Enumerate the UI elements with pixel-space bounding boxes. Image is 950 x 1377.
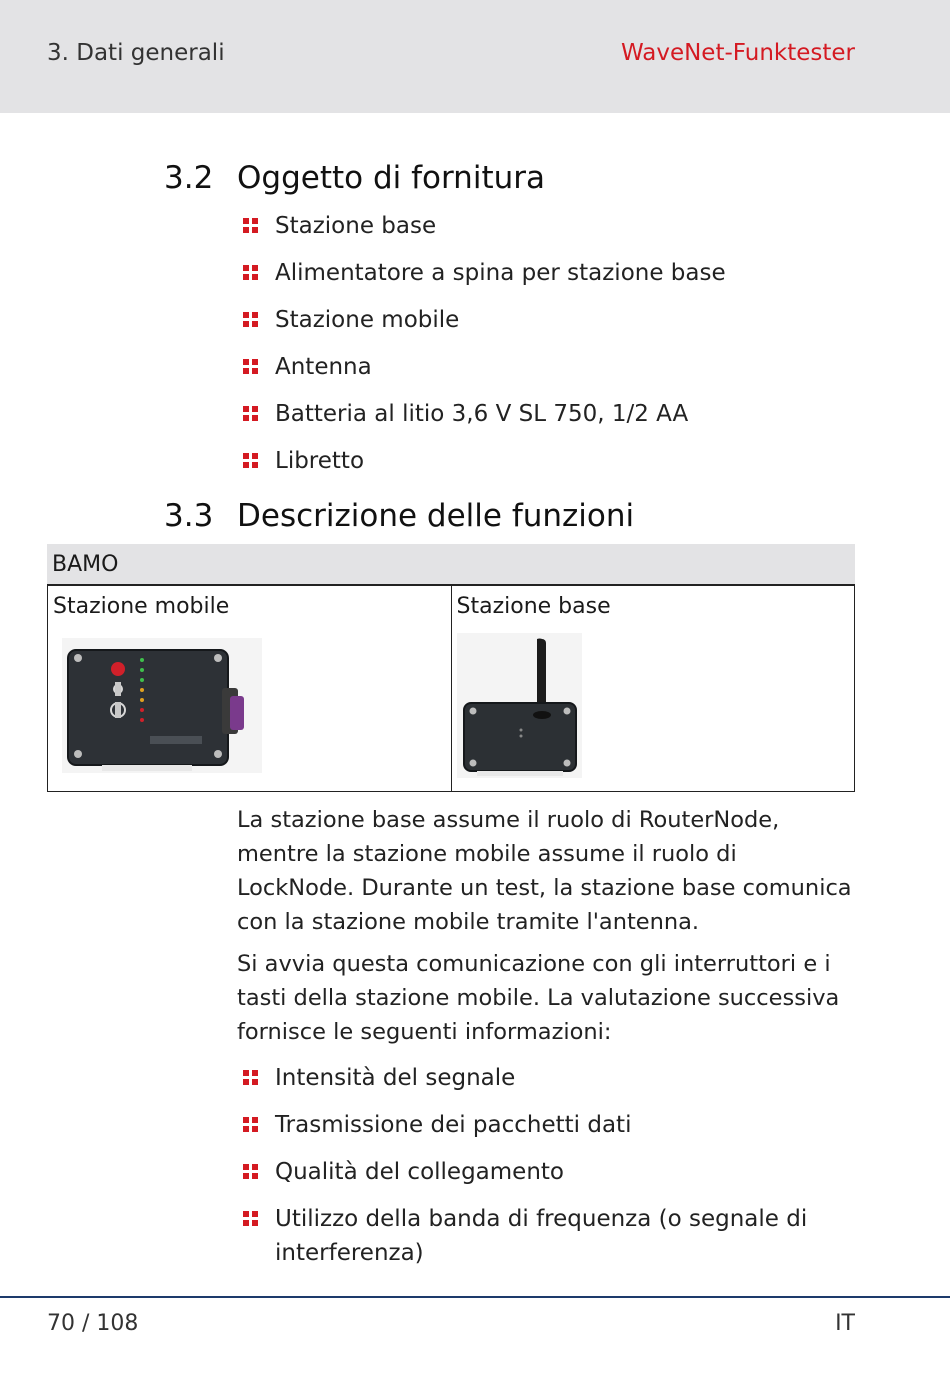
base-station-cell: [451, 586, 855, 791]
section-number: 3.2: [164, 160, 214, 196]
description-paragraph-2: Si avvia questa comunicazione con gli interruttori e i tasti della stazione mobile. La valutazione successiva fornisce le seguenti informazioni:: [237, 951, 840, 1045]
table-row: [47, 586, 855, 792]
list-item: Qualità del collegamento: [243, 1155, 823, 1189]
list-item: Utilizzo della banda di frequenza (o segnale di interferenza): [243, 1202, 823, 1270]
bullet-icon: [243, 218, 259, 234]
bullet-icon: [243, 453, 259, 469]
page-number: 70 / 108: [47, 1311, 139, 1336]
bullet-icon: [243, 312, 259, 328]
bullet-icon: [243, 265, 259, 281]
list-item: Stazione base: [243, 209, 726, 243]
list-item: Intensità del segnale: [243, 1061, 823, 1095]
device-table: [47, 544, 855, 792]
bullet-icon: [243, 1070, 259, 1086]
bullet-icon: [243, 1117, 259, 1133]
information-list: [243, 1061, 823, 1283]
language-code: IT: [835, 1311, 855, 1336]
product-name: WaveNet-Funktester: [620, 40, 855, 66]
list-item: Libretto: [243, 444, 726, 478]
mobile-station-label: Stazione mobile: [53, 594, 230, 619]
chapter-title: 3. Dati generali: [47, 40, 225, 66]
list-item: Antenna: [243, 350, 726, 384]
base-station-photo: [457, 633, 582, 778]
delivery-list: [243, 209, 726, 491]
list-item: Alimentatore a spina per stazione base: [243, 256, 726, 290]
bullet-icon: [243, 406, 259, 422]
mobile-station-cell: [48, 586, 451, 791]
mobile-station-photo: [62, 638, 262, 773]
base-station-label: Stazione base: [456, 594, 611, 619]
section-title: Descrizione delle funzioni: [237, 498, 635, 534]
bullet-icon: [243, 1164, 259, 1180]
bullet-icon: [243, 1211, 259, 1227]
bullet-icon: [243, 359, 259, 375]
list-item: Batteria al litio 3,6 V SL 750, 1/2 AA: [243, 397, 726, 431]
section-heading-3-2: [164, 160, 545, 196]
page-header: [0, 0, 950, 113]
list-item: Trasmissione dei pacchetti dati: [243, 1108, 823, 1142]
table-header: BAMO: [47, 544, 855, 586]
footer-divider: [0, 1296, 950, 1298]
description-paragraph-1: La stazione base assume il ruolo di RouterNode, mentre la stazione mobile assume il ruolo di LockNode. Durante un test, la stazione base comunica con la stazione mobile tramite l'antenna.: [237, 807, 852, 935]
section-title: Oggetto di fornitura: [237, 160, 545, 196]
list-item: Stazione mobile: [243, 303, 726, 337]
section-heading-3-3: [164, 498, 634, 534]
section-number: 3.3: [164, 498, 214, 534]
